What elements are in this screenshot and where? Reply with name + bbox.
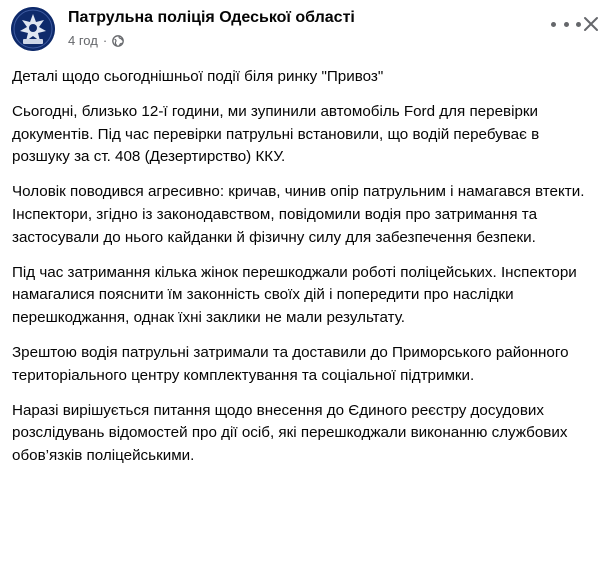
police-badge-icon — [11, 7, 55, 51]
post-paragraph: Деталі щодо сьогоднішньої події біля ринку "Привоз" — [12, 68, 384, 85]
post-paragraph: Під час затримання кілька жінок перешкоджали роботі поліцейських. Інспектори намагалися пояснити їм законність своїх дій і попередити про наслідки перешкоджання, однак їхні заклики не мали результату. — [12, 263, 577, 326]
close-icon — [581, 14, 601, 34]
page-avatar[interactable] — [11, 7, 55, 51]
more-options-button[interactable] — [551, 14, 581, 34]
meta-separator: · — [102, 33, 108, 48]
globe-icon[interactable] — [112, 35, 124, 47]
post-timestamp[interactable]: 4 год — [68, 33, 98, 48]
more-horizontal-icon — [551, 22, 556, 27]
post-body — [12, 66, 598, 480]
page-name-link[interactable]: Патрульна поліція Одеської області — [68, 9, 355, 26]
post-header — [0, 0, 601, 62]
close-button[interactable] — [581, 14, 601, 34]
post-paragraph: Сьогодні, близько 12-ї години, ми зупинили автомобіль Ford для перевірки документів. Під час перевірки патрульні встановили, що водій перебуває в розшуку за ст. 408 (Дезертирство) ККУ. — [12, 103, 540, 166]
post-paragraph: Зрештою водія патрульні затримали та доставили до Приморського районного територіального центру комплектування та соціальної підтримки. — [12, 343, 569, 384]
post-paragraph: Чоловік поводився агресивно: кричав, чинив опір патрульним і намагався втекти. Інспектори, згідно із законодавством, повідомили водія про затримання та застосували до нього кайданки й фізичну силу для забезпечення безпеки. — [12, 183, 585, 246]
more-dot — [564, 22, 569, 27]
post-meta — [68, 33, 124, 48]
post-paragraph: Наразі вирішується питання щодо внесення до Єдиного реєстру досудових розслідувань відомостей про дії осіб, які перешкоджали виконанню службових обов’язків поліцейськими. — [12, 401, 568, 464]
